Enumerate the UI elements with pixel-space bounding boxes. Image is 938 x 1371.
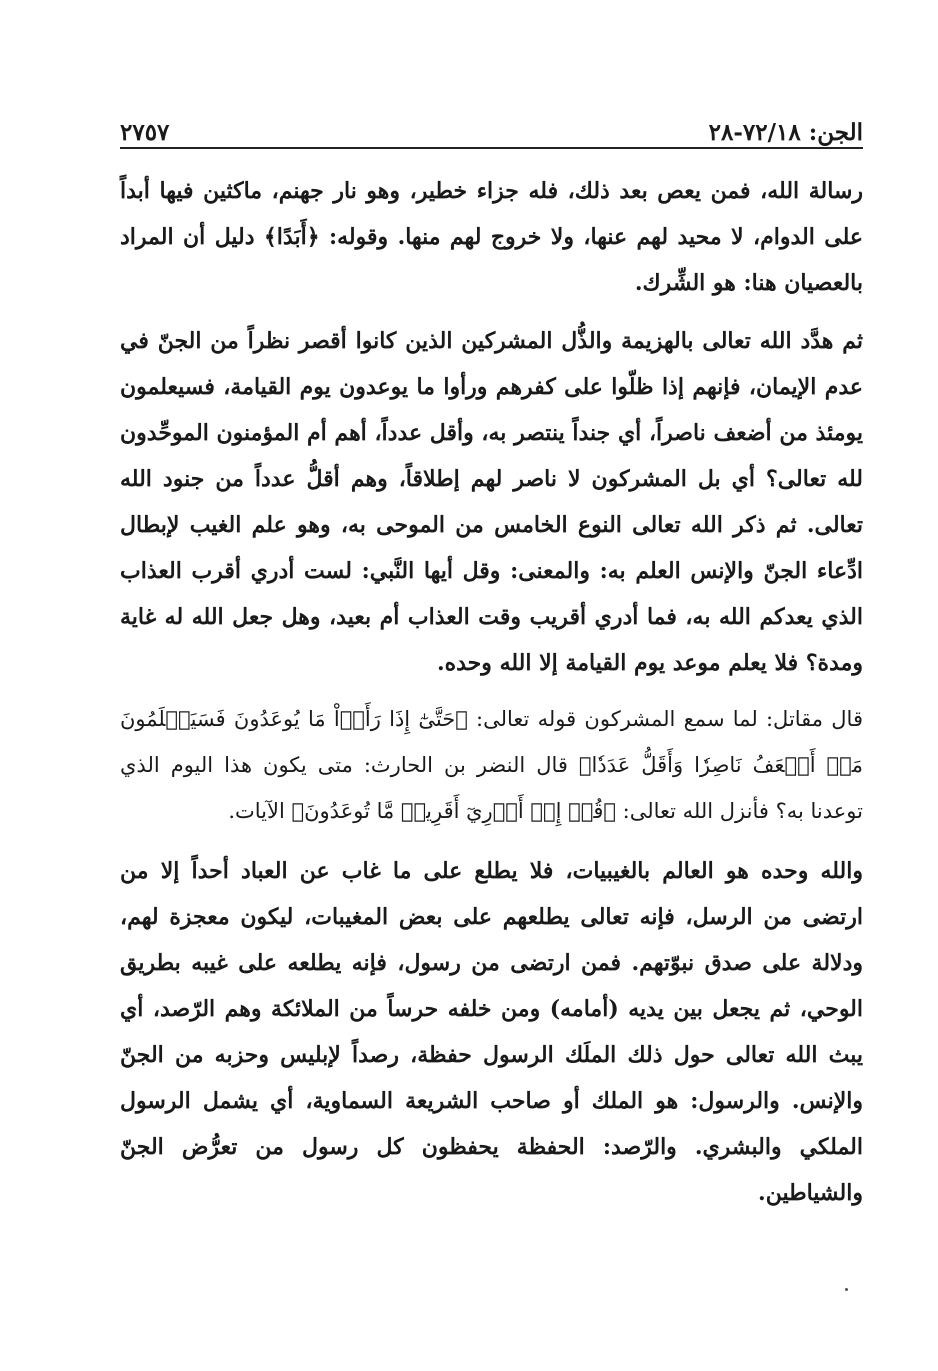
page-number: ٢٧٥٧ <box>120 119 170 146</box>
running-header <box>120 106 863 146</box>
paragraph-gap <box>120 686 863 696</box>
paragraph-2: ثم هدَّد الله تعالى بالهزيمة والذُّل المشركين الذين كانوا أقصر نظراً من الجنّ في عدم الإيمان، فإنهم إذا ظلّوا على كفرهم ورأوا ما يوعدون يوم القيامة، فسيعلمون يومئذ من أضعف ناصراً، أي جنداً ينتصر به، وأقل عدداً، أهم أم المؤمنون الموحِّدون لله تعالى؟ أي بل المشركون لا ناصر لهم إطلاقاً، وهم أقلُّ عدداً من جنود الله تعالى. ثم ذكر الله تعالى النوع الخامس من الموحى به، وهو علم الغيب لإبطال ادِّعاء الجنّ والإنس العلم به: والمعنى: وقل أيها النَّبي: لست أدري أقرب العذاب الذي يعدكم الله به، فما أدري أقريب وقت العذاب أم بعيد، وهل جعل الله له غاية ومدة؟ فلا يعلم موعد يوم القيامة إلا الله وحده. <box>120 328 863 676</box>
paragraph-gap <box>120 834 863 848</box>
paragraph-3-quote: قال مقاتل: لما سمع المشركون قوله تعالى: ﴿حَتَّىٰٓ إِذَا رَأَوۡاْ مَا يُوعَدُونَ فَسَيَعۡلَمُونَ مَنۡ أَضۡعَفُ نَاصِرٗا وَأَقَلُّ عَدَدٗا﴾ قال النضر بن الحارث: متى يكون هذا اليوم الذي توعدنا به؟ فأنزل الله تعالى: ﴿قُلۡ إِنۡ أَدۡرِيٓ أَقَرِيبٞ مَّا تُوعَدُونَ﴾ الآيات. <box>120 707 863 823</box>
paragraph-gap <box>120 306 863 318</box>
chapter-reference: الجن: ٧٢/١٨-٢٨ <box>708 119 863 146</box>
scan-speck <box>845 1288 848 1291</box>
page-body <box>120 168 863 1216</box>
paragraph-1: رسالة الله، فمن يعص بعد ذلك، فله جزاء خطير، وهو نار جهنم، ماكثين فيها أبداً على الدوام، لا محيد لهم عنها، ولا خروج لهم منها. وقوله: ﴿أَبَدًا﴾ دليل أن المراد بالعصيان هنا: هو الشِّرك. <box>120 178 863 296</box>
header-rule <box>120 147 863 149</box>
paragraph-4: والله وحده هو العالم بالغيبيات، فلا يطلع على ما غاب عن العباد أحداً إلا من ارتضى من الرسل، فإنه تعالى يطلعهم على بعض المغيبات، ليكون معجزة لهم، ودلالة على صدق نبوّتهم. فمن ارتضى من رسول، فإنه يطلعه على غيبه بطريق الوحي، ثم يجعل بين يديه (أمامه) ومن خلفه حرساً من الملائكة وهم الرّصد، أي يبث الله تعالى حول ذلك الملَك الرسول حفظة، رصداً لإبليس وحزبه من الجنّ والإنس. والرسول: هو الملك أو صاحب الشريعة السماوية، أي يشمل الرسول الملكي والبشري. والرّصد: الحفظة يحفظون كل رسول من تعرُّض الجنّ والشياطين. <box>120 858 863 1206</box>
